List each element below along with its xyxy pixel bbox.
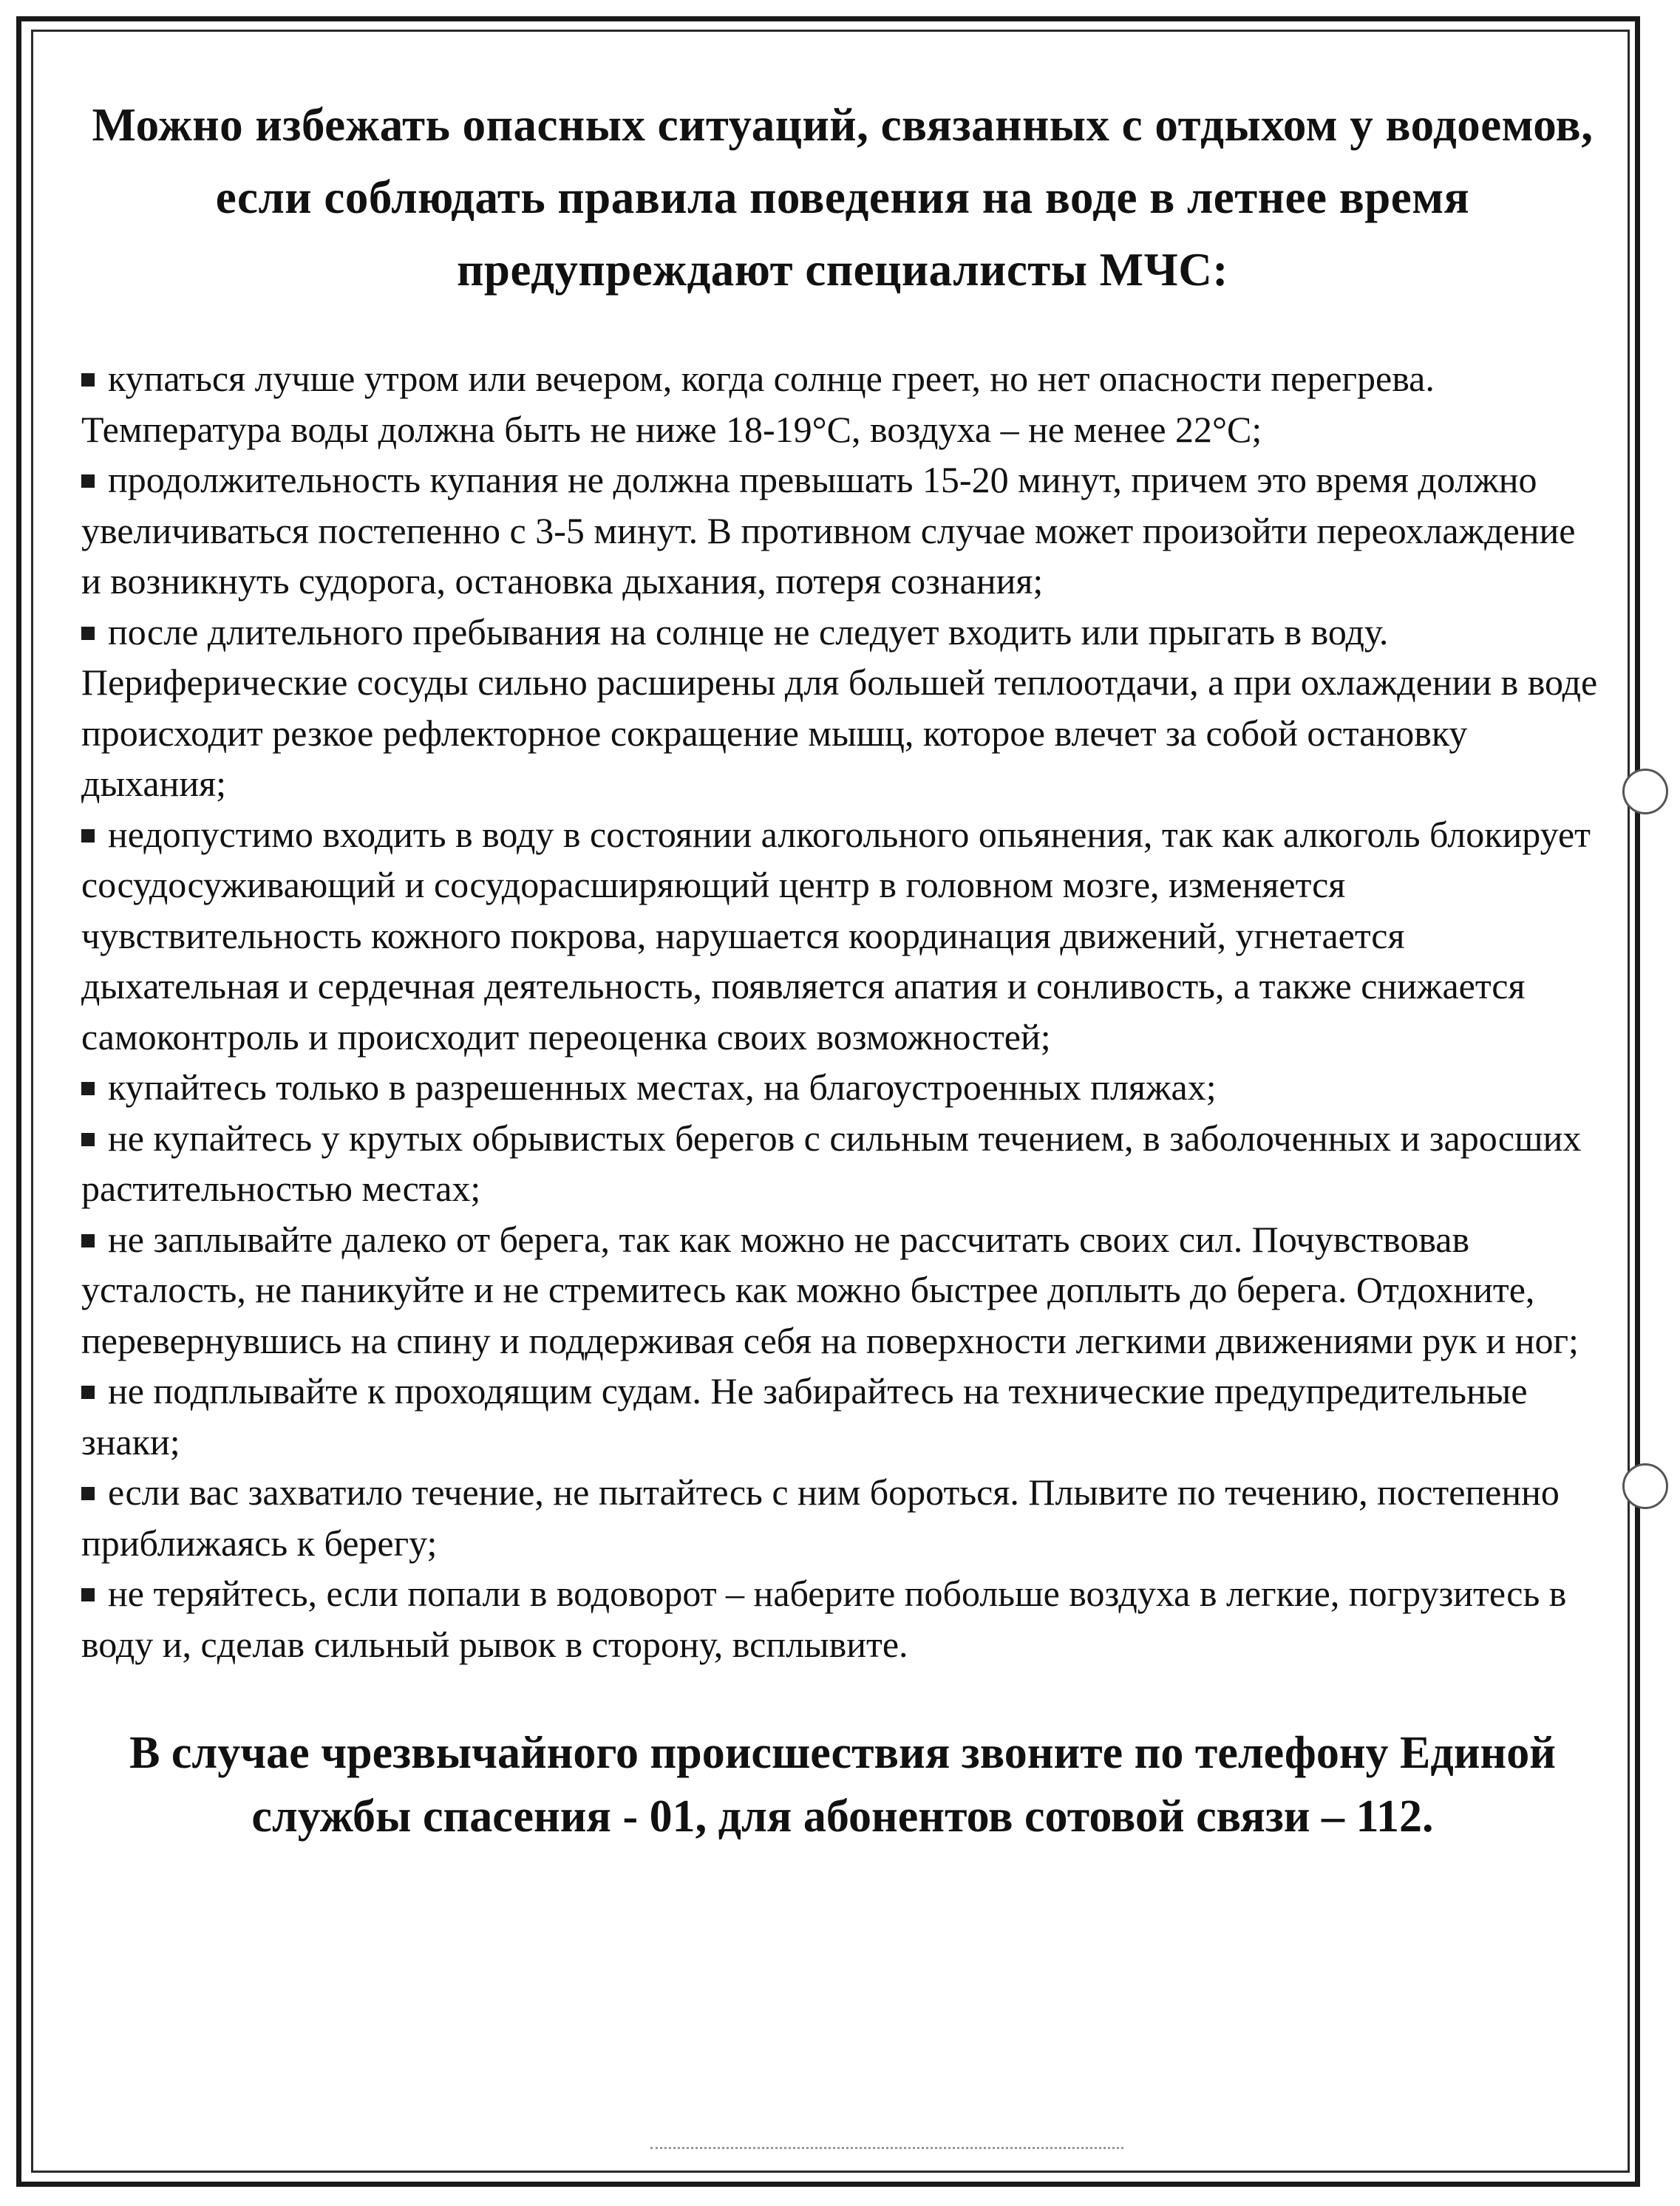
rule-item bbox=[81, 1568, 1604, 1669]
rule-text: купайтесь только в разрешенных местах, на благоустроенных пляжах; bbox=[108, 1066, 1217, 1108]
square-bullet-icon bbox=[81, 1487, 95, 1500]
square-bullet-icon bbox=[81, 474, 95, 488]
rule-text: не подплывайте к проходящим судам. Не забирайтесь на технические предупредительные знаки; bbox=[81, 1370, 1528, 1463]
rule-text: купаться лучше утром или вечером, когда солнце греет, но нет опасности перегрева. Температура воды должна быть не ниже 18-19°С, воздуха – не менее 22°С; bbox=[81, 358, 1435, 450]
rule-item bbox=[81, 1467, 1604, 1568]
safety-rules-list bbox=[81, 353, 1604, 1669]
rule-text: не купайтесь у крутых обрывистых берегов с сильным течением, в заболоченных и заросших растительностью местах; bbox=[81, 1117, 1582, 1209]
scan-artifact-dots bbox=[650, 2147, 1123, 2151]
rule-item bbox=[81, 607, 1604, 809]
rule-item bbox=[81, 1113, 1604, 1214]
square-bullet-icon bbox=[81, 1082, 95, 1095]
rule-text: продолжительность купания не должна превышать 15-20 минут, причем это время должно увеличиваться постепенно с 3-5 минут. В противном случае может произойти переохлаждение и возникнуть судорога, остановка дыхания, потеря сознания; bbox=[81, 459, 1576, 602]
punch-hole-top bbox=[1622, 769, 1668, 814]
square-bullet-icon bbox=[81, 1588, 95, 1601]
emergency-contact-notice: В случае чрезвычайного происшествия звоните по телефону Единой службы спасения - 01, для абонентов сотовой связи – 112. bbox=[129, 1728, 1556, 1842]
rule-item bbox=[81, 1062, 1604, 1113]
punch-hole-bottom bbox=[1622, 1463, 1668, 1509]
square-bullet-icon bbox=[81, 1234, 95, 1247]
rule-text: не теряйтесь, если попали в водоворот – наберите побольше воздуха в легкие, погрузитесь в воду и, сделав сильный рывок в сторону, всплывите. bbox=[81, 1573, 1567, 1665]
square-bullet-icon bbox=[81, 373, 95, 387]
document-body bbox=[81, 89, 1604, 1894]
rule-item bbox=[81, 809, 1604, 1063]
rule-text: не заплывайте далеко от берега, так как можно не рассчитать своих сил. Почувствовав усталость, не паникуйте и не стремитесь как можно быстрее доплыть до берега. Отдохните, перевернувшись на спину и поддерживая себя на поверхности легкими движениями рук и ног; bbox=[81, 1218, 1579, 1361]
rule-item bbox=[81, 455, 1604, 607]
rule-item bbox=[81, 353, 1604, 455]
rule-text: после длительного пребывания на солнце не следует входить или прыгать в воду. Периферические сосуды сильно расширены для большей теплоотдачи, а при охлаждении в воде происходит резкое рефлекторное сокращение мышц, которое влечет за собой остановку дыхания; bbox=[81, 610, 1598, 804]
document-title: Можно избежать опасных ситуаций, связанных с отдыхом у водоемов, если соблюдать правила поведения на воде в летнее время предупреждают специалисты МЧС: bbox=[92, 99, 1594, 296]
square-bullet-icon bbox=[81, 829, 95, 842]
square-bullet-icon bbox=[81, 1386, 95, 1399]
rule-item bbox=[81, 1214, 1604, 1366]
square-bullet-icon bbox=[81, 1133, 95, 1146]
square-bullet-icon bbox=[81, 627, 95, 640]
rule-text: недопустимо входить в воду в состоянии алкогольного опьянения, так как алкоголь блокирует сосудосуживающий и сосудорасширяющий центр в головном мозге, изменяется чувствительность кожного покрова, нарушается координация движений, угнетается дыхательная и сердечная деятельность, появляется апатия и сонливость, а также снижается самоконтроль и происходит переоценка своих возможностей; bbox=[81, 813, 1591, 1058]
rule-text: если вас захватило течение, не пытайтесь с ним бороться. Плывите по течению, постепенно приближаясь к берегу; bbox=[81, 1471, 1560, 1564]
rule-item bbox=[81, 1366, 1604, 1467]
